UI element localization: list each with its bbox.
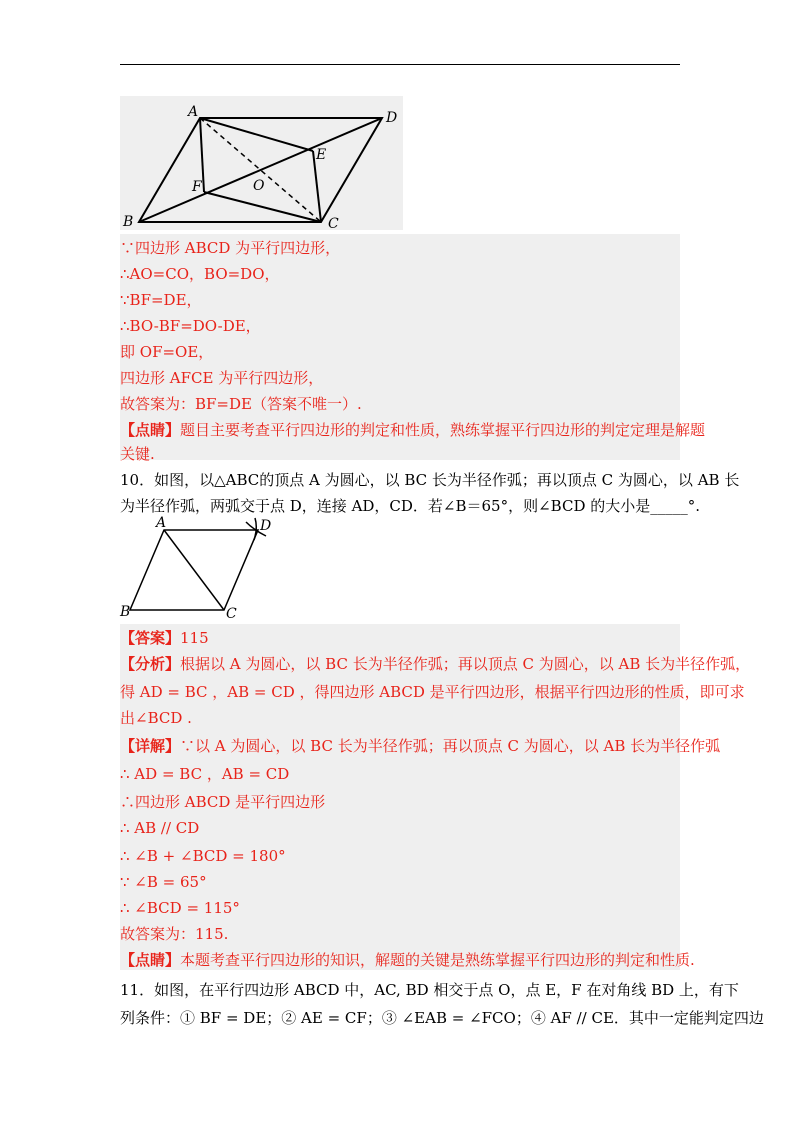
sol10-analysis-line1 [120, 654, 750, 674]
sol9-line1: ∵四边形 ABCD 为平行四边形， [120, 239, 341, 257]
sol10-detail-line5: ∴ ∠B + ∠BCD = 180° [120, 847, 286, 865]
answer-tag: 【答案】 [120, 629, 181, 647]
sol10-detail-line2: ∴ AD = BC ，AB = CD [120, 765, 290, 783]
sol9-line7: 故答案为：BF=DE（答案不唯一）. [120, 395, 362, 413]
label-a: A [188, 104, 199, 120]
sol10-detail-line1 [120, 736, 720, 756]
sol10-detail-line3: ∴四边形 ABCD 是平行四边形 [120, 793, 326, 811]
sol10-detail-line8: 故答案为：115. [120, 925, 229, 943]
segment-ae [200, 118, 313, 151]
sol10-detail-line7: ∴ ∠BCD = 115° [120, 899, 240, 917]
comment-tag-10: 【点睛】 [120, 951, 181, 969]
sol10-analysis-line3: 出∠BCD . [120, 709, 192, 727]
detail-text: ∵以 A 为圆心，以 BC 长为半径作弧；再以顶点 C 为圆心，以 AB 长为半径作弧 [180, 737, 721, 755]
detail-tag: 【详解】 [120, 737, 181, 755]
sol10-analysis-line2: 得 AD = BC ，AB = CD ，得四边形 ABCD 是平行四边形，根据平行四边形的性质，即可求 [120, 683, 745, 701]
analysis-tag: 【分析】 [120, 655, 181, 673]
label-b: B [123, 214, 134, 230]
sol9-line6: 四边形 AFCE 为平行四边形， [120, 369, 324, 387]
comment-text: 题目主要考查平行四边形的判定和性质，熟练掌握平行四边形的判定定理是解题 [180, 421, 706, 439]
sol9-line5: 即 OF=OE， [120, 343, 214, 361]
sol9-line2: ∴AO=CO，BO=DO， [120, 265, 280, 283]
sol10-comment [120, 950, 695, 970]
diagonal-ac-2 [164, 530, 224, 610]
label-a2: A [156, 516, 167, 531]
figure1-parallelogram [120, 96, 403, 230]
label-f: F [192, 179, 202, 195]
header-rule [120, 64, 680, 65]
sol10-detail-line6: ∵ ∠B = 65° [120, 873, 207, 891]
sol10-answer [120, 628, 209, 648]
analysis-text: 根据以 A 为圆心，以 BC 长为半径作弧；再以顶点 C 为圆心，以 AB 长为半径作弧， [180, 655, 751, 673]
q11-line1: 11．如图，在平行四边形 ABCD 中，AC, BD 相交于点 O，点 E，F 在对角线 BD 上，有下 [120, 981, 739, 999]
figure2-parallelogram [118, 516, 288, 620]
label-d2: D [260, 518, 272, 534]
sol9-comment-cont: 关键. [120, 445, 155, 463]
sol9-line3: ∵BF=DE， [120, 291, 202, 309]
comment-tag: 【点睛】 [120, 421, 181, 439]
label-o: O [253, 178, 265, 194]
sol9-comment [120, 420, 705, 440]
label-c2: C [226, 606, 237, 620]
label-e: E [316, 147, 327, 163]
comment-text-10: 本题考查平行四边形的知识，解题的关键是熟练掌握平行四边形的判定和性质. [180, 951, 695, 969]
q11-line2: 列条件：① BF = DE；② AE = CF；③ ∠EAB = ∠FCO；④ AF // CE．其中一定能判定四边 [120, 1009, 764, 1027]
label-b2: B [120, 604, 131, 620]
label-c: C [328, 216, 339, 230]
sol10-detail-line4: ∴ AB // CD [120, 819, 200, 837]
answer-value: 115 [180, 629, 209, 647]
label-d: D [386, 110, 398, 126]
q10-line2: 为半径作弧，两弧交于点 D，连接 AD，CD．若∠B＝65°，则∠BCD 的大小是_____°. [120, 497, 701, 515]
q10-line1: 10．如图，以△ABC的顶点 A 为圆心，以 BC 长为半径作弧；再以顶点 C 为圆心，以 AB 长 [120, 471, 740, 489]
sol9-line4: ∴BO-BF=DO-DE， [120, 317, 261, 335]
